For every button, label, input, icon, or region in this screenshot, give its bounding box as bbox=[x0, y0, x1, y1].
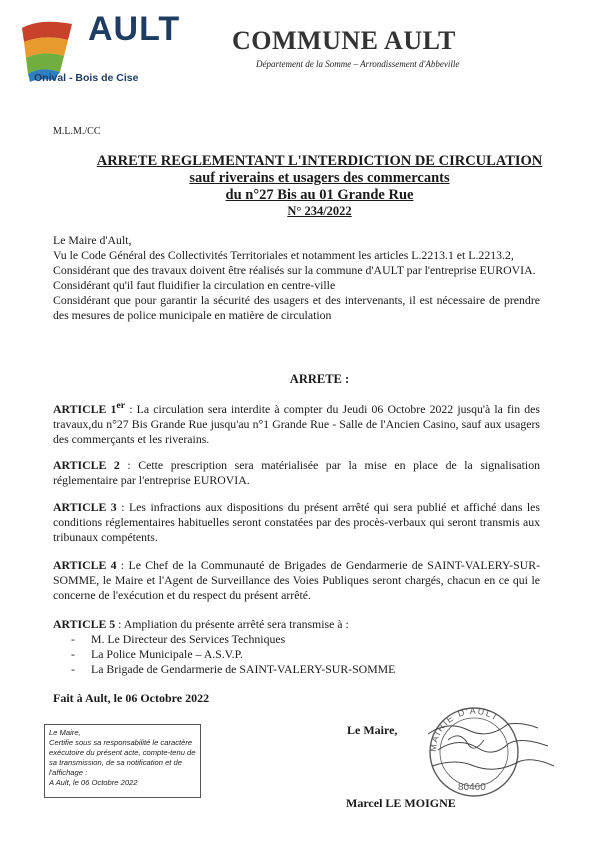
article-label: ARTICLE 3 bbox=[53, 500, 117, 514]
article-text: : La circulation sera interdite à compter du Jeudi 06 Octobre 2022 jusqu'à la fin des travaux,du n°27 Bis Grande Rue jusqu'au n°1 Grande Rue - Salle de l'Ancien Casino, sauf aux usagers des commerçants et les riverains. bbox=[53, 401, 540, 446]
svg-text:MAIRIE D'AULT bbox=[428, 706, 501, 752]
mayor-stamp bbox=[408, 700, 558, 800]
signatory-role: Le Maire, bbox=[347, 723, 398, 737]
signatory-name: Marcel LE MOIGNE bbox=[346, 796, 456, 810]
article-label: ARTICLE 5 bbox=[53, 617, 116, 631]
article-text: : Les infractions aux dispositions du présent arrêté qui sera publié et affiché dans les conditions réglementaires habituelles seront constatées par des procès-verbaux qui seront transmis aux tribunaux compétents. bbox=[53, 500, 541, 544]
certification-line: Certifie sous sa responsabilité le caractère exécutoire du présent acte, compte-tenu de sa transmission, de sa notification et de l'affichage : bbox=[49, 738, 196, 777]
logo-subtitle: Onival - Bois de Cise bbox=[34, 72, 139, 84]
list-item: - La Police Municipale – A.S.V.P. bbox=[71, 647, 540, 662]
preamble-line: Vu le Code Général des Collectivités Territoriales et notamment les articles L.2213.1 et L.2213.2, bbox=[53, 248, 514, 262]
preamble-line: Considérant que des travaux doivent être réalisés sur la commune d'AULT par l'entreprise EUROVIA. bbox=[53, 263, 536, 277]
decree-title-line3: du n°27 Bis au 01 Grande Rue bbox=[225, 187, 414, 203]
preamble-line: Considérant qu'il faut fluidifier la circulation en centre-ville bbox=[53, 278, 336, 292]
logo-wordmark: AULT bbox=[88, 10, 181, 48]
article-5 bbox=[53, 617, 540, 677]
decree-title: ARRETE REGLEMENTANT L'INTERDICTION DE CIRCULATION bbox=[96, 153, 543, 169]
article-label: ARTICLE 4 bbox=[53, 558, 117, 572]
article-4 bbox=[53, 558, 540, 603]
stamp-text: MAIRIE D'AULT bbox=[427, 705, 501, 753]
article-label: ARTICLE 2 bbox=[53, 458, 120, 472]
article-text: : Cette prescription sera matérialisée par la mise en place de la signalisation réglementaire par l'entreprise EUROVIA. bbox=[53, 458, 541, 487]
article-2 bbox=[53, 458, 540, 488]
stamp-code: 80460 bbox=[458, 782, 486, 793]
recipient-list bbox=[53, 632, 540, 677]
reference-initials: M.L.M./CC bbox=[53, 126, 101, 137]
preamble-line: Le Maire d'Ault, bbox=[53, 233, 132, 247]
list-item: - M. Le Directeur des Services Techniques bbox=[71, 632, 540, 647]
commune-title: COMMUNE AULT bbox=[232, 26, 456, 55]
certification-box bbox=[44, 724, 201, 798]
decree-number: N° 234/2022 bbox=[287, 204, 352, 218]
done-at-line: Fait à Ault, le 06 Octobre 2022 bbox=[53, 691, 210, 705]
article-text: : Ampliation du présente arrêté sera transmise à : bbox=[115, 617, 349, 631]
commune-subtitle: Département de la Somme – Arrondissement d'Abbeville bbox=[256, 59, 460, 69]
article-label: ARTICLE 1er bbox=[53, 400, 126, 416]
list-item: - La Brigade de Gendarmerie de SAINT-VALERY-SUR-SOMME bbox=[71, 662, 540, 677]
certification-line: A Ault, le 06 Octobre 2022 bbox=[49, 778, 138, 787]
article-1 bbox=[53, 398, 540, 447]
article-text: : Le Chef de la Communauté de Brigades de Gendarmerie de SAINT-VALERY-SUR-SOMME, le Maire et l'Agent de Surveillance des Voies Publiques seront chargés, chacun en ce qui le concerne de l'exécution et du respect du présent arrêté. bbox=[53, 558, 541, 602]
preamble bbox=[53, 233, 540, 323]
decision-heading: ARRETE : bbox=[289, 372, 350, 386]
certification-line: Le Maire, bbox=[49, 728, 81, 737]
article-3 bbox=[53, 500, 540, 545]
decree-title-line2: sauf riverains et usagers des commercants bbox=[189, 170, 450, 186]
preamble-line: Considérant que pour garantir la sécurité des usagers et des intervenants, il est nécessaire de prendre des mesures de police municipale en matière de circulation bbox=[53, 293, 540, 322]
